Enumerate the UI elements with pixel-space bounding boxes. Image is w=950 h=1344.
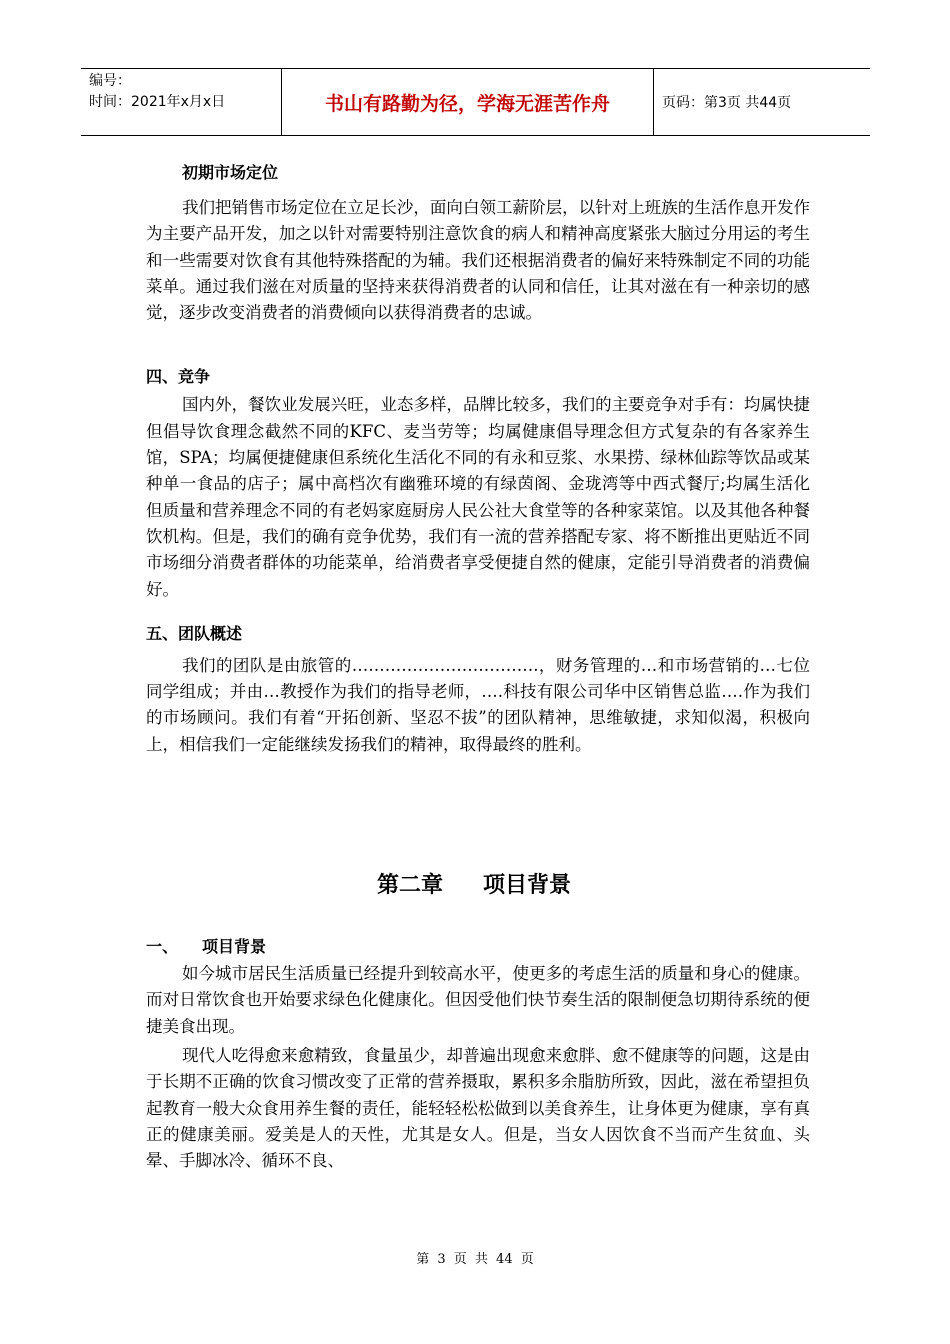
paragraph-team: 我们的团队是由旅管的…………………………….，财务管理的…和市场营销的…七位同学组成；并由…教授作为我们的指导老师，….科技有限公司华中区销售总监….作为我们的市场顾问。我们有着“开拓创新、坚忍不拔”的团队精神，思维敏捷，求知似渴，积极向上，相信我们一定能继续发扬我们的精神，取得最终的胜利。 (146, 655, 810, 754)
header-motto: 书山有路勤为径，学海无涯苦作舟 (282, 69, 654, 135)
header-meta (81, 69, 282, 135)
paragraph-competition: 国内外，餐饮业发展兴旺，业态多样，品牌比较多，我们的主要竞争对手有：均属快捷但倡导饮食理念截然不同的KFC、麦当劳等；均属健康倡导理念但方式复杂的有各家养生馆，SPA；均属便捷健康但系统化生活化不同的有永和豆浆、水果捞、绿林仙踪等饮品或某种单一食品的店子；属中高档次有幽雅环境的有绿茵阁、金珑湾等中西式餐厅;均属生活化但质量和营养理念不同的有老妈家庭厨房人民公社大食堂等的各种家菜馆。以及其他各种餐饮机构。但是，我们的确有竞争优势，我们有一流的营养搭配专家、将不断推出更贴近不同市场细分消费者群体的功能菜单，给消费者享受便捷自然的健康，定能引导消费者的消费偏好。 (146, 395, 810, 599)
header-code: 编号： (89, 73, 131, 89)
chapter-number: 第二章 (376, 873, 443, 899)
paragraph-positioning: 我们把销售市场定位在立足长沙，面向白领工薪阶层，以针对上班族的生活作息开发作为主要产品开发，加之以针对需要特别注意饮食的病人和精神高度紧张大脑过分用运的考生和一些需要对饮食有其他特殊搭配的为辅。我们还根据消费者的偏好来特殊制定不同的功能菜单。通过我们滋在对质量的坚持来获得消费者的认同和信任，让其对滋在有一种亲切的感觉，逐步改变消费者的消费倾向以获得消费者的忠诚。 (146, 198, 810, 323)
section-title-positioning: 初期市场定位 (182, 163, 279, 182)
background-title: 项目背景 (202, 937, 267, 957)
page-header (81, 68, 870, 136)
background-number: 一、 (146, 937, 179, 957)
header-page-info: 页码：第3页 共44页 (662, 95, 792, 111)
chapter-heading (138, 868, 810, 899)
paragraph-background-2: 现代人吃得愈来愈精致，食量虽少，却普遍出现愈来愈胖、愈不健康等的问题，这是由于长期不正确的饮食习惯改变了正常的营养摄取，累积多余脂肪所致，因此，滋在希望担负起教育一般大众食用养生餐的责任，能轻轻松松做到以美食养生，让身体更为健康，享有真正的健康美丽。爱美是人的天性，尤其是女人。但是，当女人因饮食不当而产生贫血、头晕、手脚冰冷、循环不良、 (146, 1045, 810, 1171)
background-heading (146, 933, 810, 961)
paragraph-background-1: 如今城市居民生活质量已经提升到较高水平，使更多的考虑生活的质量和身心的健康。而对日常饮食也开始要求绿色化健康化。但因受他们快节奏生活的限制便急切期待系统的便捷美食出现。 (146, 964, 810, 1036)
header-time: 时间：2021年x月x日 (89, 94, 226, 110)
section-title-competition: 四、竞争 (146, 367, 211, 387)
chapter-title: 项目背景 (483, 873, 572, 899)
section-title-team: 五、团队概述 (146, 623, 243, 643)
document-body (146, 156, 810, 1174)
page-footer: 第 3 页 共 44 页 (416, 1252, 534, 1267)
